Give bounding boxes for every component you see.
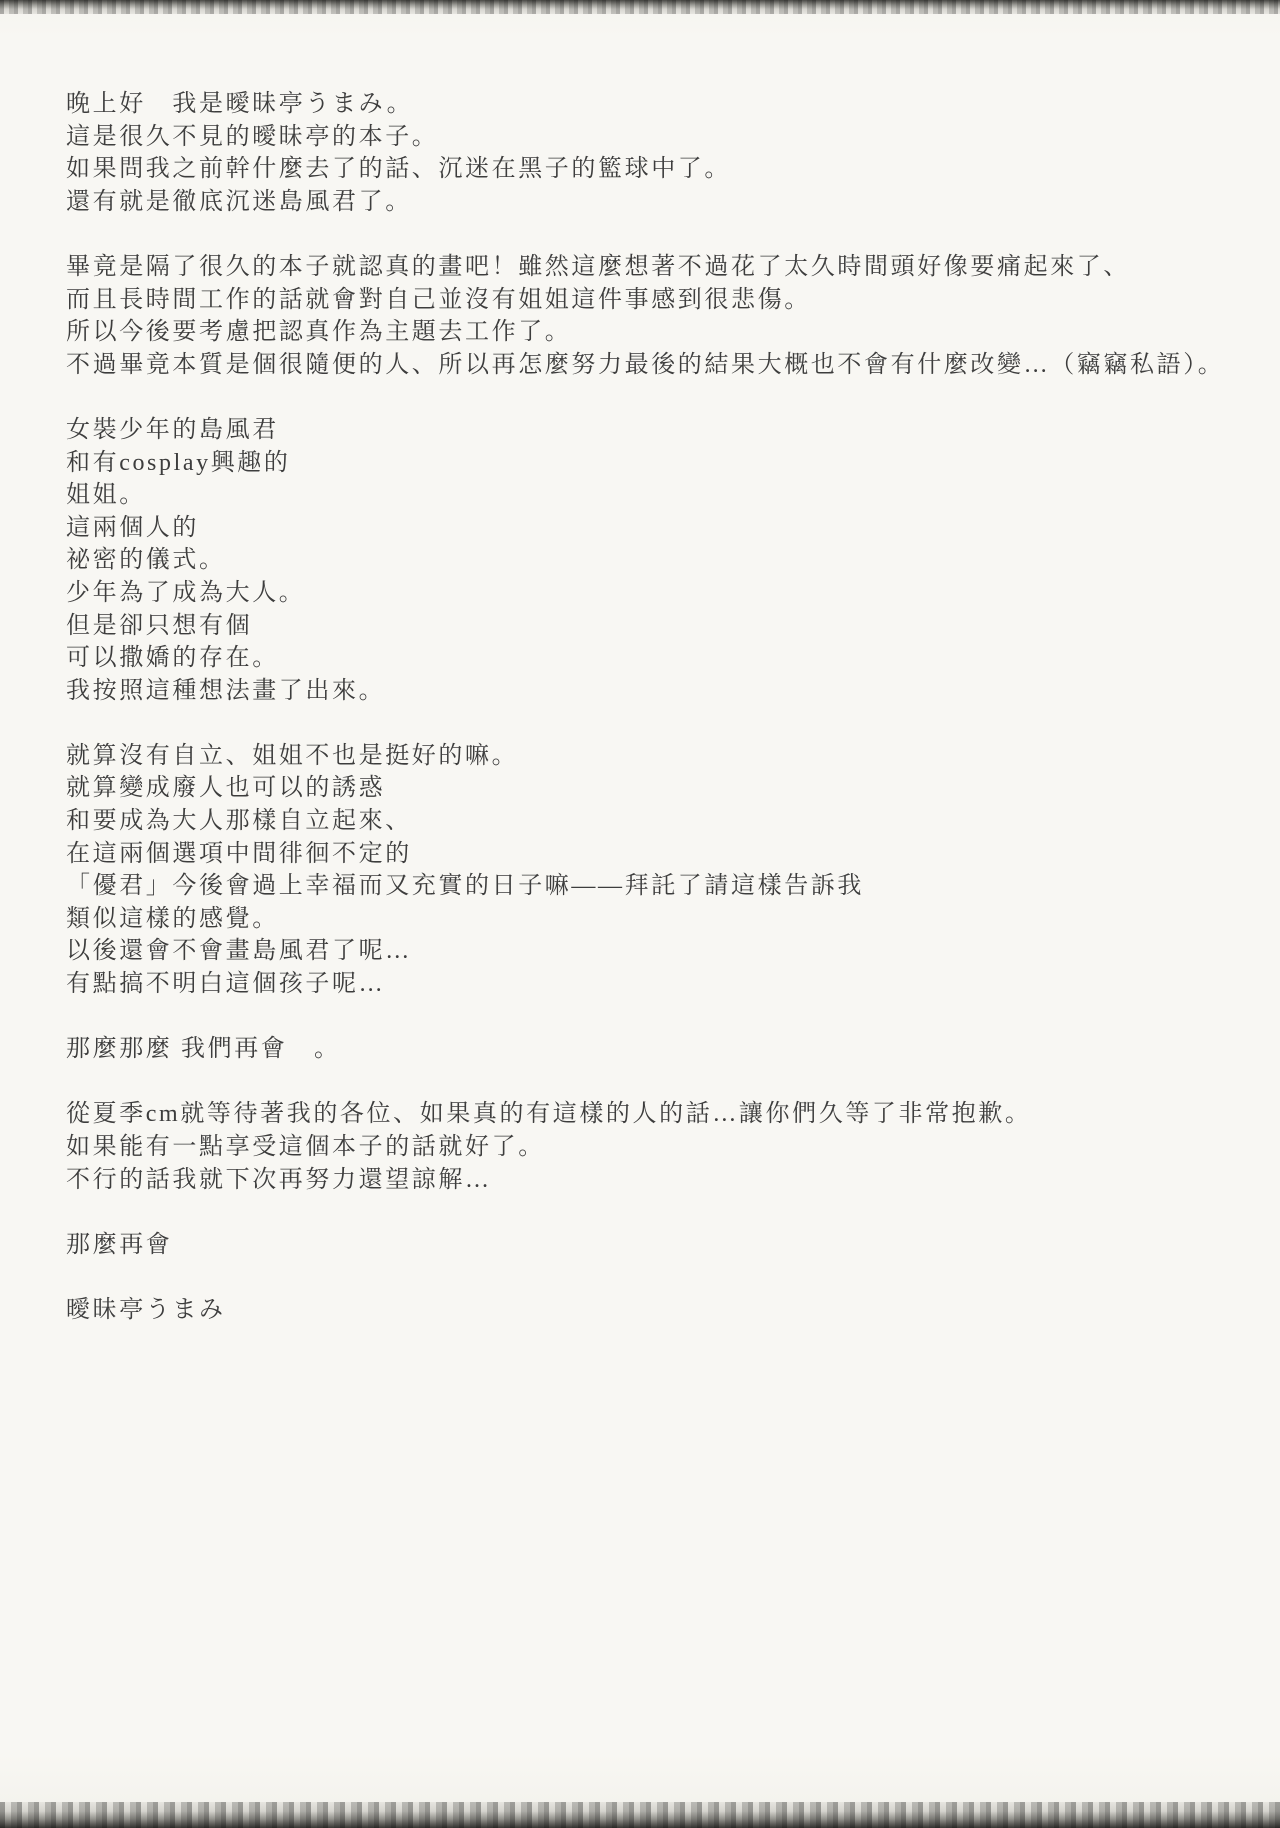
text-line: 而且長時間工作的話就會對自己並沒有姐姐這件事感到很悲傷。 <box>66 286 811 313</box>
text-line: 就算沒有自立、姐姐不也是挺好的嘛。 <box>66 742 519 769</box>
text-line: 在這兩個選項中間徘徊不定的 <box>66 840 412 867</box>
text-line: 晚上好 我是曖昧亭うまみ。 <box>66 91 414 117</box>
scan-artifact-top-edge <box>0 0 1280 14</box>
text-line: 有點搞不明白這個孩子呢… <box>66 971 386 998</box>
text-line: 我按照這種想法畫了出來。 <box>66 677 386 704</box>
text-line: 那麼那麼 我們再會 。 <box>66 1036 341 1063</box>
text-line: 所以今後要考慮把認真作為主題去工作了。 <box>66 319 572 346</box>
text-line: 不行的話我就下次再努力還望諒解… <box>66 1166 492 1193</box>
text-line: 女裝少年的島風君 <box>66 416 279 443</box>
text-line: 「優君」今後會過上幸福而又充實的日子嘛——拜託了請這樣告訴我 <box>66 873 864 900</box>
paragraph <box>66 1033 1240 1066</box>
text-line: 曖昧亭うまみ <box>66 1296 226 1323</box>
text-line: 和要成為大人那樣自立起來、 <box>66 808 412 835</box>
text-line: 和有cosplay興趣的 <box>66 449 291 476</box>
paragraph <box>66 1229 1240 1262</box>
paragraph <box>66 1294 1240 1327</box>
text-line: 以後還會不會畫島風君了呢… <box>66 938 412 965</box>
paragraph <box>66 251 1240 381</box>
text-line: 如果能有一點享受這個本子的話就好了。 <box>66 1134 545 1160</box>
text-line: 還有就是徹底沉迷島風君了。 <box>66 188 412 215</box>
text-line: 可以撒嬌的存在。 <box>66 645 279 672</box>
text-line: 但是卻只想有個 <box>66 612 253 639</box>
text-line: 那麼再會 <box>66 1231 173 1258</box>
text-line: 這是很久不見的曖昧亭的本子。 <box>66 123 439 150</box>
text-line: 不過畢竟本質是個很隨便的人、所以再怎麼努力最後的結果大概也不會有什麼改變…（竊竊私語）。 <box>66 351 1225 378</box>
afterword-text-block <box>66 88 1240 1327</box>
text-line: 姐姐。 <box>66 482 146 509</box>
paragraph <box>66 1098 1240 1196</box>
text-line: 如果問我之前幹什麼去了的話、沉迷在黑子的籃球中了。 <box>66 156 731 183</box>
text-line: 畢竟是隔了很久的本子就認真的畫吧！雖然這麼想著不過花了太久時間頭好像要痛起來了、 <box>66 253 1130 280</box>
text-line: 少年為了成為大人。 <box>66 579 306 606</box>
text-line: 從夏季cm就等待著我的各位、如果真的有這樣的人的話…讓你們久等了非常抱歉。 <box>66 1101 1032 1128</box>
text-line: 類似這樣的感覺。 <box>66 905 279 932</box>
paragraph <box>66 88 1240 218</box>
text-line: 就算變成廢人也可以的誘惑 <box>66 775 386 802</box>
scan-artifact-bottom-edge <box>0 1802 1280 1828</box>
text-line: 這兩個人的 <box>66 514 199 541</box>
text-line: 祕密的儀式。 <box>66 547 226 574</box>
paragraph <box>66 740 1240 1001</box>
paragraph <box>66 414 1240 707</box>
